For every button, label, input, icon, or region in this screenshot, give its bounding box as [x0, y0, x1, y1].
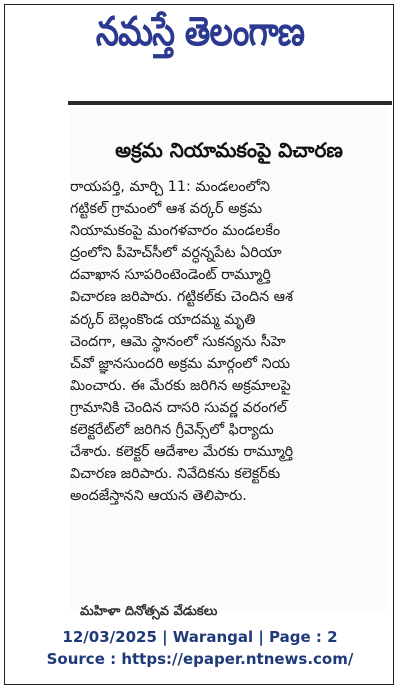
body-line: విచారణ జరిపారు. గట్టికల్‌కు చెందిన ఆశ	[70, 289, 293, 306]
clipping-footer	[0, 626, 400, 670]
footer-info: 12/03/2025 | Warangal | Page : 2	[62, 628, 338, 646]
body-line: విచారణ జరిపారు. నివేదికను కలెక్టర్‌కు	[70, 466, 281, 483]
article-headline: అక్రమ నియామకంపై విచారణ	[115, 138, 343, 162]
masthead-title: నమస్తే తెలంగాణ	[95, 9, 305, 55]
body-line: మించారు. ఈ మేరకు జరిగిన అక్రమాలపై	[70, 377, 291, 394]
body-line: ద్రంలోని పీహెచ్‌సీలో వర్ధన్నపేట ఏరియా	[70, 245, 282, 262]
body-line: నియామకంపై మంగళవారం మండలకేం	[70, 223, 281, 240]
body-line: చేశారు. కలెక్టర్ ఆదేశాల మేరకు రామ్మూర్తి	[70, 444, 294, 461]
column-rule	[68, 101, 392, 105]
newspaper-masthead	[8, 6, 392, 68]
body-line: అందజేస్తానని ఆయన తెలిపారు.	[70, 488, 247, 505]
body-line: చెందగా, ఆమె స్థానంలో సుకన్యను సీహె	[70, 333, 286, 350]
next-headline-cutoff: మహిళా దినోత్సవ వేడుకలు	[80, 604, 218, 619]
article-body	[70, 176, 388, 507]
body-line: గ్రామానికి చెందిన దాసరి సువర్ణ వరంగల్	[70, 399, 287, 416]
body-line: గట్టికల్ గ్రామంలో ఆశ వర్కర్ అక్రమ	[70, 201, 263, 218]
body-line: రాయపర్తి, మార్చి 11: మండలంలోని	[70, 179, 271, 195]
news-clipping	[70, 108, 388, 619]
body-line: చ్‌వో జ్ఞానసుందరి అక్రమ మార్గంలో నియ	[70, 355, 290, 372]
body-line: కలెక్టరేట్‌లో జరిగిన గ్రీవెన్స్‌లో ఫిర్యాదు	[70, 422, 274, 439]
body-line: దవాఖాన సూపరింటెండెంట్ రామ్మూర్తి	[70, 267, 271, 284]
footer-source-link[interactable]: Source : https://epaper.ntnews.com/	[46, 650, 354, 668]
body-line: వర్కర్ బెల్లంకొండ యాదమ్మ మృతి	[70, 311, 256, 328]
